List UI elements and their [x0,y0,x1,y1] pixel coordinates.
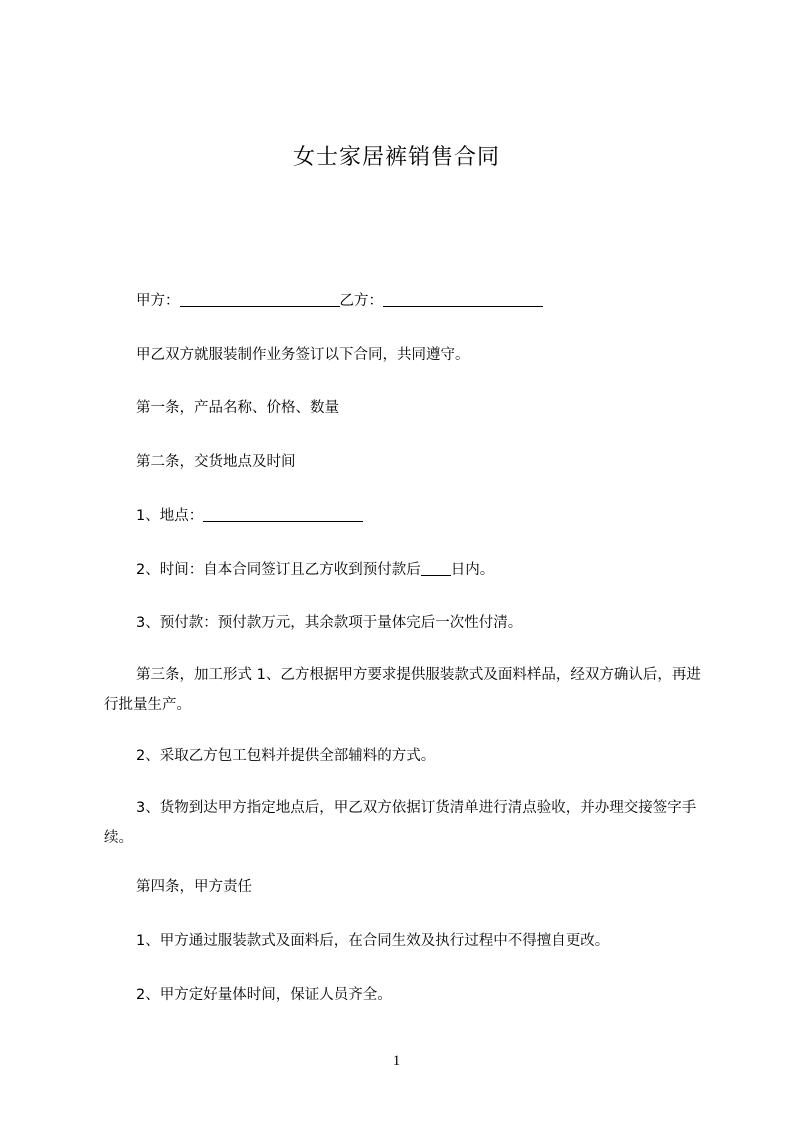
article4-item2: 2、甲方定好量体时间，保证人员齐全。 [136,987,392,1003]
article2-item3: 3、预付款：预付款万元，其余款项于量体完后一次性付清。 [136,615,523,631]
time-text-after: 日内。 [450,562,495,578]
document-title: 女士家居裤销售合同 [292,145,500,170]
intro-paragraph: 甲乙双方就服装制作业务签订以下合同，共同遵守。 [136,347,470,363]
days-blank [421,560,451,576]
article2-heading: 第二条，交货地点及时间 [136,454,296,470]
article2-item2 [136,555,736,585]
party-a-blank [180,291,340,307]
article3-item1: 第三条，加工形式 1、乙方根据甲方要求提供服装款式及面料样品，经双方确认后，再进行批量生产。 [104,667,701,713]
party-b-label: 乙方： [339,293,383,309]
party-line [136,286,736,316]
article3-item3: 3、货物到达甲方指定地点后，甲乙双方依据订货清单进行清点验收，并办理交接签字手续。 [104,800,697,846]
article1-heading: 第一条，产品名称、价格、数量 [136,400,339,416]
time-text-before: 2、时间：自本合同签订且乙方收到预付款后 [136,562,421,578]
location-label: 1、地点： [136,508,204,524]
article2-item1 [136,501,736,531]
article3-item2: 2、采取乙方包工包料并提供全部辅料的方式。 [136,748,436,764]
party-a-label: 甲方： [136,293,180,309]
article4-item1: 1、甲方通过服装款式及面料后，在合同生效及执行过程中不得擅自更改。 [136,933,610,949]
location-blank [203,506,363,522]
page-number: 1 [392,1053,401,1069]
article4-heading: 第四条，甲方责任 [136,879,252,895]
party-b-blank [383,291,543,307]
